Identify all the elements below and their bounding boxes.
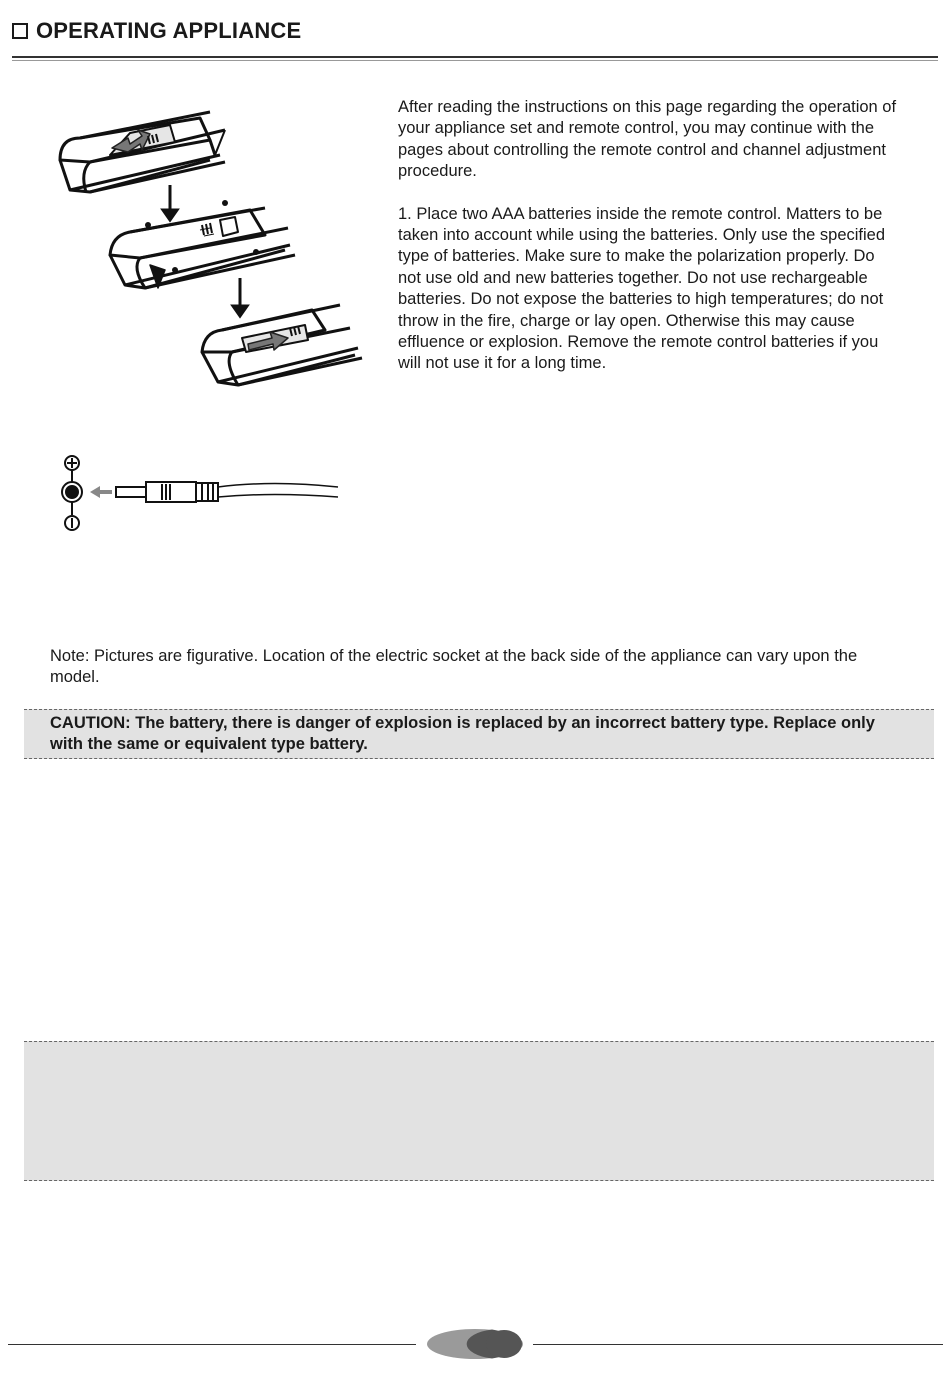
page-number-badge [426,1328,524,1360]
section-title [12,18,301,44]
intro-paragraph: After reading the instructions on this page regarding the operation of your appliance set and remote control, you may continue with the pages about controlling the remote control and channel adjustment procedure. [398,98,897,181]
caution-box [24,709,934,759]
remote-battery-insertion-illustration [50,100,380,400]
footer-divider-left [8,1344,416,1345]
instructions-text [398,97,898,375]
dc-power-plug-illustration [52,450,352,540]
caution-text: CAUTION: The battery, there is danger of explosion is replaced by an incorrect battery type. Replace only with the same or equivalent type battery. [50,714,875,754]
empty-info-box [24,1041,934,1181]
footer-divider-right [533,1344,943,1345]
section-title-text: OPERATING APPLIANCE [36,18,302,43]
header-divider [12,56,938,61]
note-text: Note: Pictures are figurative. Location of the electric socket at the back side of the appliance can vary upon the model. [50,647,858,687]
checkbox-square-icon [12,23,28,39]
battery-instructions-paragraph: 1. Place two AAA batteries inside the remote control. Matters to be taken into account while using the batteries. Only use the specified type of batteries. Make sure to make the polarization properly. Do not use old and new batteries together. Do not use rechargeable batteries. Do not expose the batteries to high temperatures; do not throw in the fire, charge or lay open. Otherwise this may cause effluence or explosion. Remove the remote control batteries if you will not use it for a long time. [398,204,886,373]
